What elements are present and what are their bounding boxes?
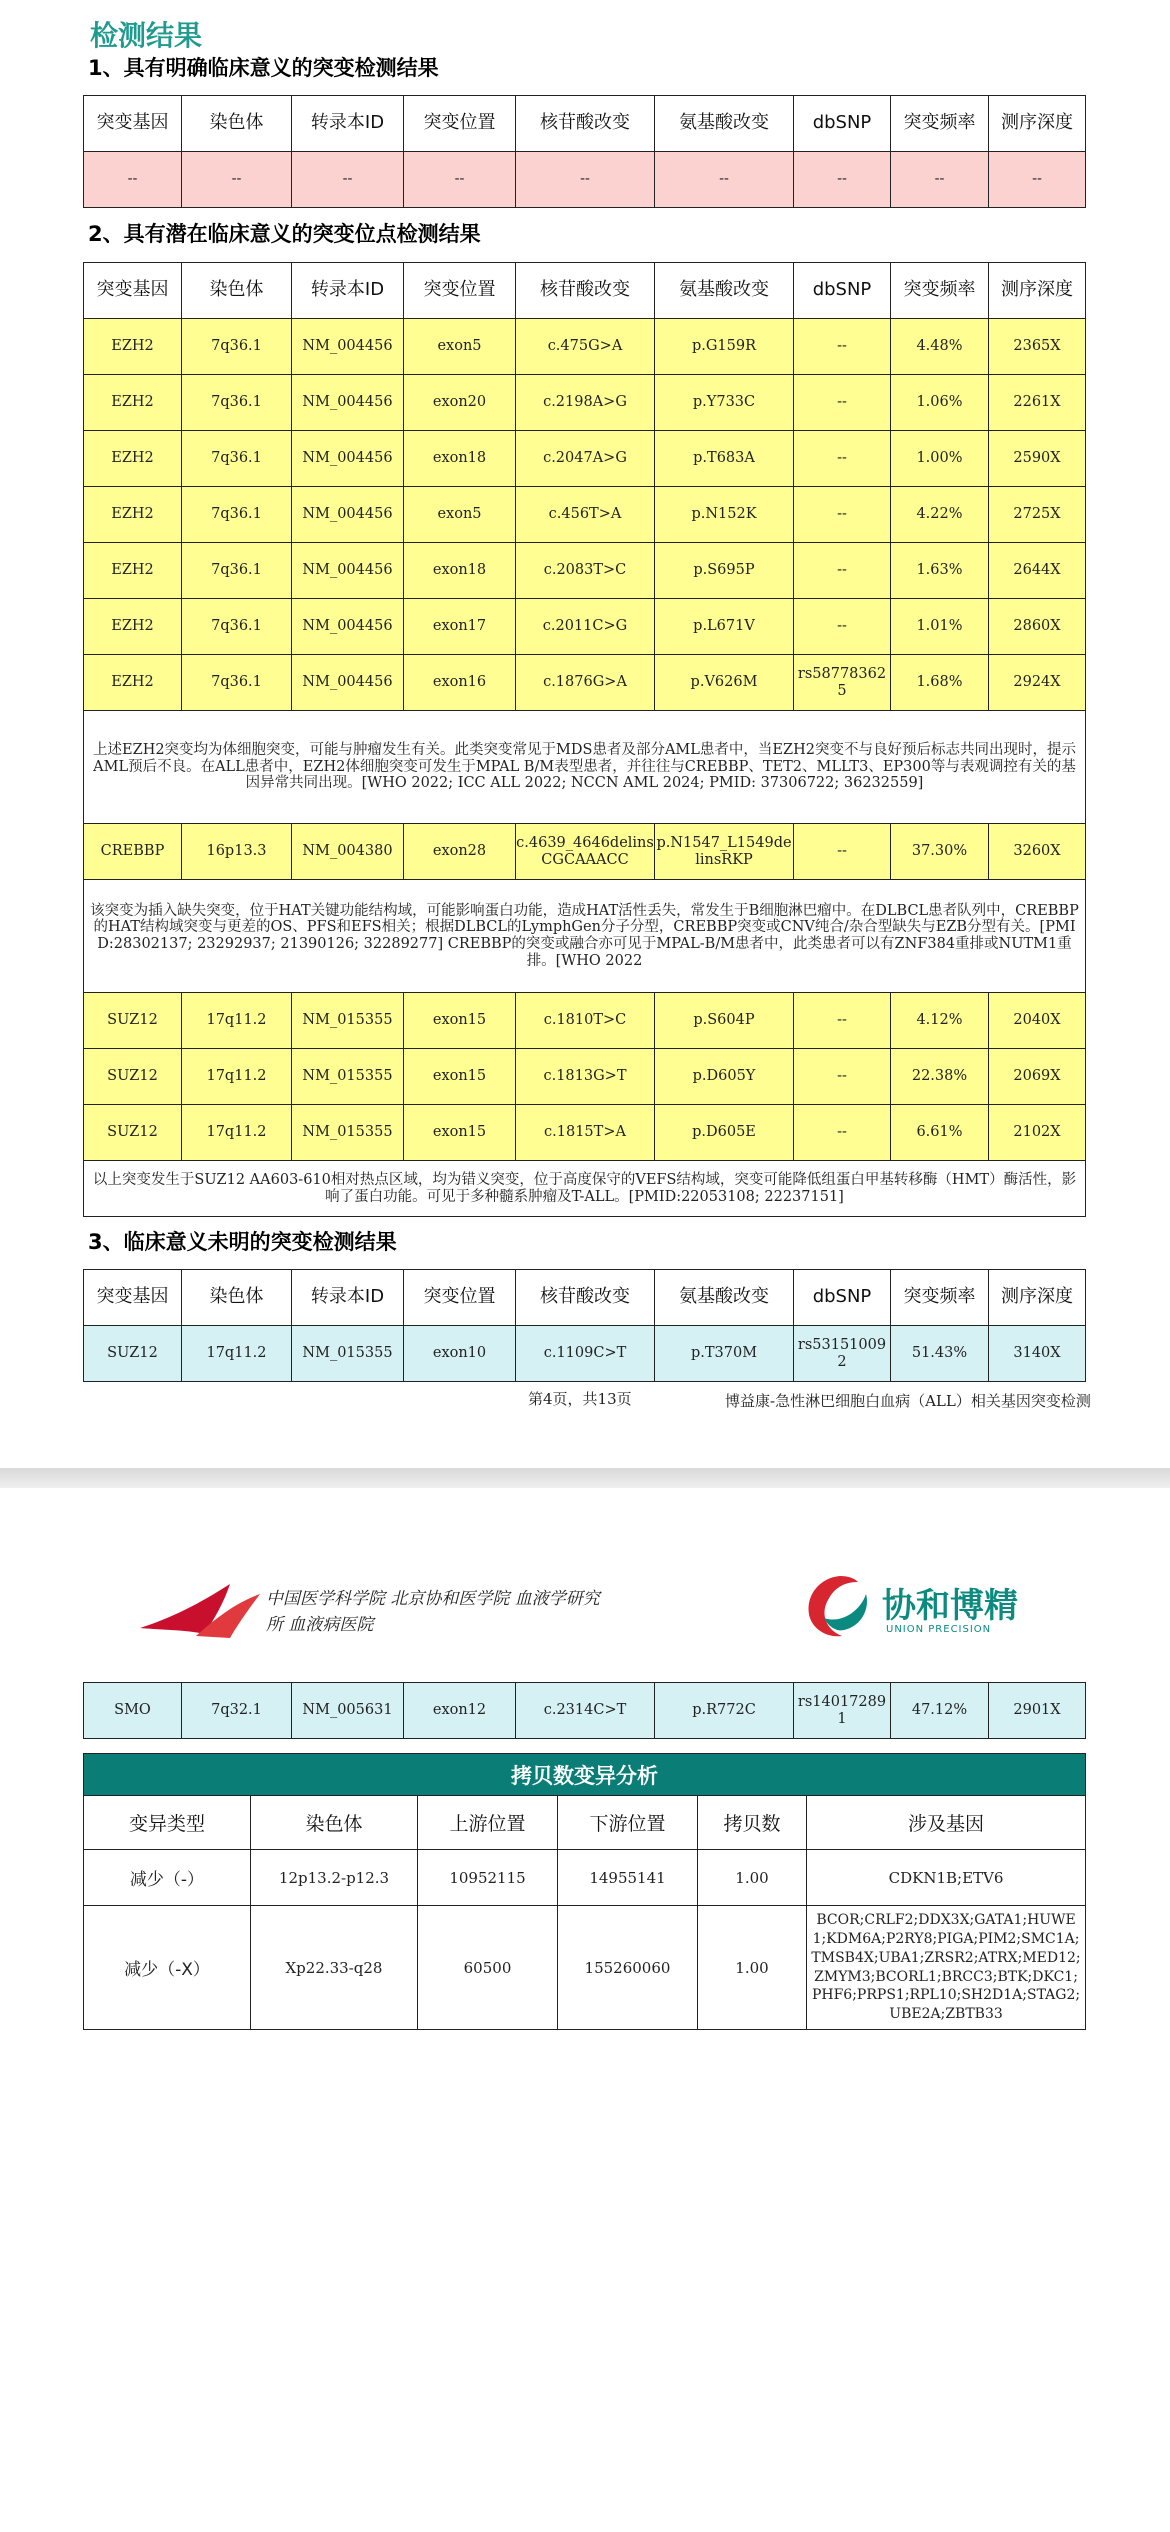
table-cell: -- [404, 152, 516, 208]
header-cell: 转录本ID [292, 96, 404, 152]
table-cell: -- [794, 152, 891, 208]
header-cell: 突变基因 [84, 1270, 182, 1326]
table-cell: NM_015355 [292, 1105, 404, 1161]
table-cell: p.S604P [655, 993, 794, 1049]
header-cell: 测序深度 [989, 96, 1086, 152]
header-cell: 染色体 [182, 1270, 292, 1326]
table-cell: -- [794, 1105, 891, 1161]
table-cell: c.2011C>G [516, 599, 655, 655]
table-cell: c.1109C>T [516, 1326, 655, 1382]
table-row [84, 1683, 1086, 1739]
table-cell: exon18 [404, 543, 516, 599]
table-cell: 2261X [989, 375, 1086, 431]
table-cell: 17q11.2 [182, 1049, 292, 1105]
table-cell: 1.00 [698, 1850, 807, 1906]
table-cell: -- [891, 152, 989, 208]
table-cell: EZH2 [84, 431, 182, 487]
header-cell: 突变频率 [891, 1270, 989, 1326]
cnv-header-row [84, 1796, 1086, 1850]
table-cell: -- [794, 1049, 891, 1105]
table-cell: 1.00% [891, 431, 989, 487]
table-cell: 2069X [989, 1049, 1086, 1105]
table-header-row [84, 96, 1086, 152]
table-cell: NM_004456 [292, 431, 404, 487]
table-row [84, 1049, 1086, 1105]
table-cell: 2040X [989, 993, 1086, 1049]
union-precision-logo [800, 1568, 1030, 1648]
table-cell: 51.43% [891, 1326, 989, 1382]
table-cell: p.T683A [655, 431, 794, 487]
table-cell: 17q11.2 [182, 1326, 292, 1382]
table-cell: c.1813G>T [516, 1049, 655, 1105]
table-cell: CREBBP [84, 824, 182, 880]
table-row [84, 599, 1086, 655]
table-cell: 60500 [418, 1906, 558, 2030]
table-cell: NM_004456 [292, 487, 404, 543]
table-cell: 7q36.1 [182, 487, 292, 543]
table-row [84, 487, 1086, 543]
header-cell: 突变基因 [84, 96, 182, 152]
table-cell: SUZ12 [84, 1326, 182, 1382]
table-cell: c.1815T>A [516, 1105, 655, 1161]
table-cell: exon16 [404, 655, 516, 711]
header-cell: 核苷酸改变 [516, 1270, 655, 1326]
table-cell: NM_015355 [292, 1326, 404, 1382]
header-cell: 测序深度 [989, 263, 1086, 319]
table-cell: NM_004456 [292, 599, 404, 655]
table-cell: c.2198A>G [516, 375, 655, 431]
table-cell: 2102X [989, 1105, 1086, 1161]
table-cell: 47.12% [891, 1683, 989, 1739]
table-row [84, 431, 1086, 487]
table-cell: exon18 [404, 431, 516, 487]
header-cell: dbSNP [794, 263, 891, 319]
header-cell: 转录本ID [292, 1270, 404, 1326]
table-cell: exon15 [404, 1105, 516, 1161]
table-cell: rs587783625 [794, 655, 891, 711]
section1-title: 1、具有明确临床意义的突变检测结果 [88, 56, 439, 80]
table-cell: c.1810T>C [516, 993, 655, 1049]
suz12-note-row [84, 1161, 1086, 1217]
header-cell: 拷贝数 [698, 1796, 807, 1850]
header-cell: dbSNP [794, 1270, 891, 1326]
institute-logo [138, 1576, 618, 1646]
table-cell: 1.68% [891, 655, 989, 711]
table-cell: 7q36.1 [182, 319, 292, 375]
header-cell: 染色体 [182, 263, 292, 319]
section1-table [83, 95, 1086, 208]
table-cell: 17q11.2 [182, 993, 292, 1049]
document-footer: 博益康-急性淋巴细胞白血病（ALL）相关基因突变检测 [725, 1392, 1091, 1410]
header-cell: 转录本ID [292, 263, 404, 319]
header-cell: 氨基酸改变 [655, 96, 794, 152]
table-cell: SUZ12 [84, 1105, 182, 1161]
table-cell: p.G159R [655, 319, 794, 375]
table-cell: p.D605Y [655, 1049, 794, 1105]
table-cell: 3140X [989, 1326, 1086, 1382]
ezh2-note-row [84, 711, 1086, 824]
cnv-table [83, 1753, 1086, 2030]
header-cell: 氨基酸改变 [655, 1270, 794, 1326]
table-cell: -- [182, 152, 292, 208]
section2-table [83, 262, 1086, 1217]
table-cell: 7q36.1 [182, 599, 292, 655]
table-cell: 16p13.3 [182, 824, 292, 880]
table-cell: rs140172891 [794, 1683, 891, 1739]
table-cell: 4.48% [891, 319, 989, 375]
table-cell: 2644X [989, 543, 1086, 599]
table-cell: NM_015355 [292, 993, 404, 1049]
header-cell: 核苷酸改变 [516, 96, 655, 152]
union-precision-logo-mark [800, 1568, 880, 1648]
cnv-title: 拷贝数变异分析 [84, 1754, 1086, 1796]
table-cell: SMO [84, 1683, 182, 1739]
table-row [84, 152, 1086, 208]
table-cell: 4.22% [891, 487, 989, 543]
table-cell: c.2047A>G [516, 431, 655, 487]
header-cell: 突变频率 [891, 263, 989, 319]
table-cell: c.2083T>C [516, 543, 655, 599]
table-cell: BCOR;CRLF2;DDX3X;GATA1;HUWE1;KDM6A;P2RY8;PIGA;PIM2;SMC1A;TMSB4X;UBA1;ZRSR2;ATRX;MED12;ZMYM3;BCORL1;BRCC3;BTK;DKC1;PHF6;PRPS1;RPL10;SH2D1A;STAG2;UBE2A;ZBTB33 [807, 1906, 1086, 2030]
table-cell: Xp22.33-q28 [251, 1906, 418, 2030]
header-cell: 突变位置 [404, 263, 516, 319]
table-cell: 12p13.2-p12.3 [251, 1850, 418, 1906]
header-cell: dbSNP [794, 96, 891, 152]
table-row [84, 1105, 1086, 1161]
table-cell: 减少（-） [84, 1850, 251, 1906]
table-cell: 22.38% [891, 1049, 989, 1105]
table-cell: 7q36.1 [182, 431, 292, 487]
ezh2-note: 上述EZH2突变均为体细胞突变，可能与肿瘤发生有关。此类突变常见于MDS患者及部分AML患者中，当EZH2突变不与良好预后标志共同出现时，提示AML预后不良。在ALL患者中，EZH2体细胞突变可发生于MPAL B/M表型患者，并往往与CREBBP、TET2、MLLT3、EP300等与表观调控有关的基因异常共同出现。[WHO 2022; ICC ALL 2022; NCCN AML 2024; PMID: 37306722; 36232559] [84, 711, 1086, 824]
table-cell: p.D605E [655, 1105, 794, 1161]
table-cell: 2725X [989, 487, 1086, 543]
table-cell: 2860X [989, 599, 1086, 655]
table-row [84, 824, 1086, 880]
table-cell: exon15 [404, 1049, 516, 1105]
crebbp-note: 该突变为插入缺失突变，位于HAT关键功能结构域，可能影响蛋白功能，造成HAT活性丢失，常发生于B细胞淋巴瘤中。在DLBCL患者队列中，CREBBP的HAT结构域突变与更差的OS、PFS和EFS相关；根据DLBCL的LymphGen分子分型，CREBBP突变或CNV纯合/杂合型缺失与EZB分型有关。[PMID:28302137; 23292937; 21390126; 32289277] CREBBP的突变或融合亦可见于MPAL-B/M患者中，此类患者可以有ZNF384重排或NUTM1重排。[WHO 2022 [84, 880, 1086, 993]
page-number: 第4页，共13页 [528, 1390, 632, 1408]
table-cell: -- [794, 543, 891, 599]
table-row [84, 375, 1086, 431]
table-cell: -- [794, 487, 891, 543]
header-cell: 突变频率 [891, 96, 989, 152]
table-cell: -- [794, 824, 891, 880]
ezh2-rows [84, 319, 1086, 711]
table-cell: p.T370M [655, 1326, 794, 1382]
table-cell: -- [794, 599, 891, 655]
table-cell: NM_015355 [292, 1049, 404, 1105]
header-cell: 上游位置 [418, 1796, 558, 1850]
table-cell: exon5 [404, 487, 516, 543]
table-cell: -- [292, 152, 404, 208]
table-cell: p.N1547_L1549delinsRKP [655, 824, 794, 880]
table-cell: 3260X [989, 824, 1086, 880]
table-cell: EZH2 [84, 319, 182, 375]
table-cell: 4.12% [891, 993, 989, 1049]
header-cell: 变异类型 [84, 1796, 251, 1850]
table-cell: 7q36.1 [182, 543, 292, 599]
table-cell: c.456T>A [516, 487, 655, 543]
table-row [84, 319, 1086, 375]
table-cell: EZH2 [84, 655, 182, 711]
table-cell: SUZ12 [84, 993, 182, 1049]
table-row [84, 1906, 1086, 2030]
report-page-5 [0, 1488, 1170, 2532]
table-row [84, 543, 1086, 599]
table-row [84, 655, 1086, 711]
table-cell: -- [84, 152, 182, 208]
union-precision-logo-text: 协和博精 [882, 1586, 1018, 1626]
table-cell: 7q32.1 [182, 1683, 292, 1739]
header-cell: 突变位置 [404, 1270, 516, 1326]
union-precision-logo-subtext: UNION PRECISION [886, 1624, 992, 1635]
header-cell: 染色体 [182, 96, 292, 152]
table-cell: 14955141 [558, 1850, 698, 1906]
table-cell: EZH2 [84, 375, 182, 431]
table-cell: NM_004456 [292, 319, 404, 375]
table-cell: 2365X [989, 319, 1086, 375]
table-cell: exon15 [404, 993, 516, 1049]
table-cell: 1.63% [891, 543, 989, 599]
header-cell: 测序深度 [989, 1270, 1086, 1326]
header-cell: 下游位置 [558, 1796, 698, 1850]
table-cell: p.L671V [655, 599, 794, 655]
table-cell: c.4639_4646delinsCGCAAACC [516, 824, 655, 880]
header-cell: 染色体 [251, 1796, 418, 1850]
table-cell: exon10 [404, 1326, 516, 1382]
suz12-rows [84, 993, 1086, 1161]
table-cell: 2590X [989, 431, 1086, 487]
table-cell: -- [794, 319, 891, 375]
table-cell: EZH2 [84, 543, 182, 599]
table-header-row [84, 263, 1086, 319]
table-cell: NM_004456 [292, 655, 404, 711]
table-header-row [84, 1270, 1086, 1326]
crebbp-note-row [84, 880, 1086, 993]
table-cell: p.S695P [655, 543, 794, 599]
table-cell: NM_004456 [292, 375, 404, 431]
table-cell: 17q11.2 [182, 1105, 292, 1161]
table-row [84, 993, 1086, 1049]
table-cell: c.2314C>T [516, 1683, 655, 1739]
section3-table [83, 1269, 1086, 1382]
table-row [84, 1850, 1086, 1906]
header-cell: 涉及基因 [807, 1796, 1086, 1850]
table-cell: 6.61% [891, 1105, 989, 1161]
table-cell: -- [794, 993, 891, 1049]
table-cell: 7q36.1 [182, 655, 292, 711]
table-cell: p.N152K [655, 487, 794, 543]
table-cell: NM_004456 [292, 543, 404, 599]
table-cell: 减少（-X） [84, 1906, 251, 2030]
table-cell: -- [655, 152, 794, 208]
smo-table [83, 1682, 1086, 1739]
table-cell: 1.06% [891, 375, 989, 431]
table-cell: 2924X [989, 655, 1086, 711]
section3-title: 3、临床意义未明的突变检测结果 [88, 1230, 397, 1254]
table-cell: EZH2 [84, 599, 182, 655]
cnv-title-row [84, 1754, 1086, 1796]
page-title: 检测结果 [90, 19, 203, 52]
table-cell: -- [794, 431, 891, 487]
page-separator [0, 1468, 1170, 1488]
table-cell: 1.00 [698, 1906, 807, 2030]
table-cell: p.Y733C [655, 375, 794, 431]
table-cell: -- [516, 152, 655, 208]
suz12-note: 以上突变发生于SUZ12 AA603-610相对热点区域，均为错义突变，位于高度保守的VEFS结构域，突变可能降低组蛋白甲基转移酶（HMT）酶活性，影响了蛋白功能。可见于多种髓系肿瘤及T-ALL。[PMID:22053108; 22237151] [84, 1161, 1086, 1217]
table-cell: NM_005631 [292, 1683, 404, 1739]
table-cell: 7q36.1 [182, 375, 292, 431]
table-cell: exon5 [404, 319, 516, 375]
table-cell: c.475G>A [516, 319, 655, 375]
table-cell: exon17 [404, 599, 516, 655]
table-row [84, 1326, 1086, 1382]
table-cell: 10952115 [418, 1850, 558, 1906]
table-cell: rs531510092 [794, 1326, 891, 1382]
table-cell: exon20 [404, 375, 516, 431]
table-cell: NM_004380 [292, 824, 404, 880]
table-cell: 155260060 [558, 1906, 698, 2030]
table-cell: SUZ12 [84, 1049, 182, 1105]
table-cell: -- [794, 375, 891, 431]
institute-logo-text: 中国医学科学院 北京协和医学院 血液学研究所 血液病医院 [266, 1589, 600, 1635]
header-cell: 氨基酸改变 [655, 263, 794, 319]
header-cell: 突变位置 [404, 96, 516, 152]
table-cell: -- [989, 152, 1086, 208]
table-cell: CDKN1B;ETV6 [807, 1850, 1086, 1906]
table-cell: exon12 [404, 1683, 516, 1739]
table-cell: c.1876G>A [516, 655, 655, 711]
table-cell: 37.30% [891, 824, 989, 880]
table-cell: p.V626M [655, 655, 794, 711]
header-cell: 核苷酸改变 [516, 263, 655, 319]
table-cell: 2901X [989, 1683, 1086, 1739]
section2-title: 2、具有潜在临床意义的突变位点检测结果 [88, 222, 481, 246]
table-cell: p.R772C [655, 1683, 794, 1739]
header-cell: 突变基因 [84, 263, 182, 319]
table-cell: EZH2 [84, 487, 182, 543]
table-cell: exon28 [404, 824, 516, 880]
table-cell: 1.01% [891, 599, 989, 655]
